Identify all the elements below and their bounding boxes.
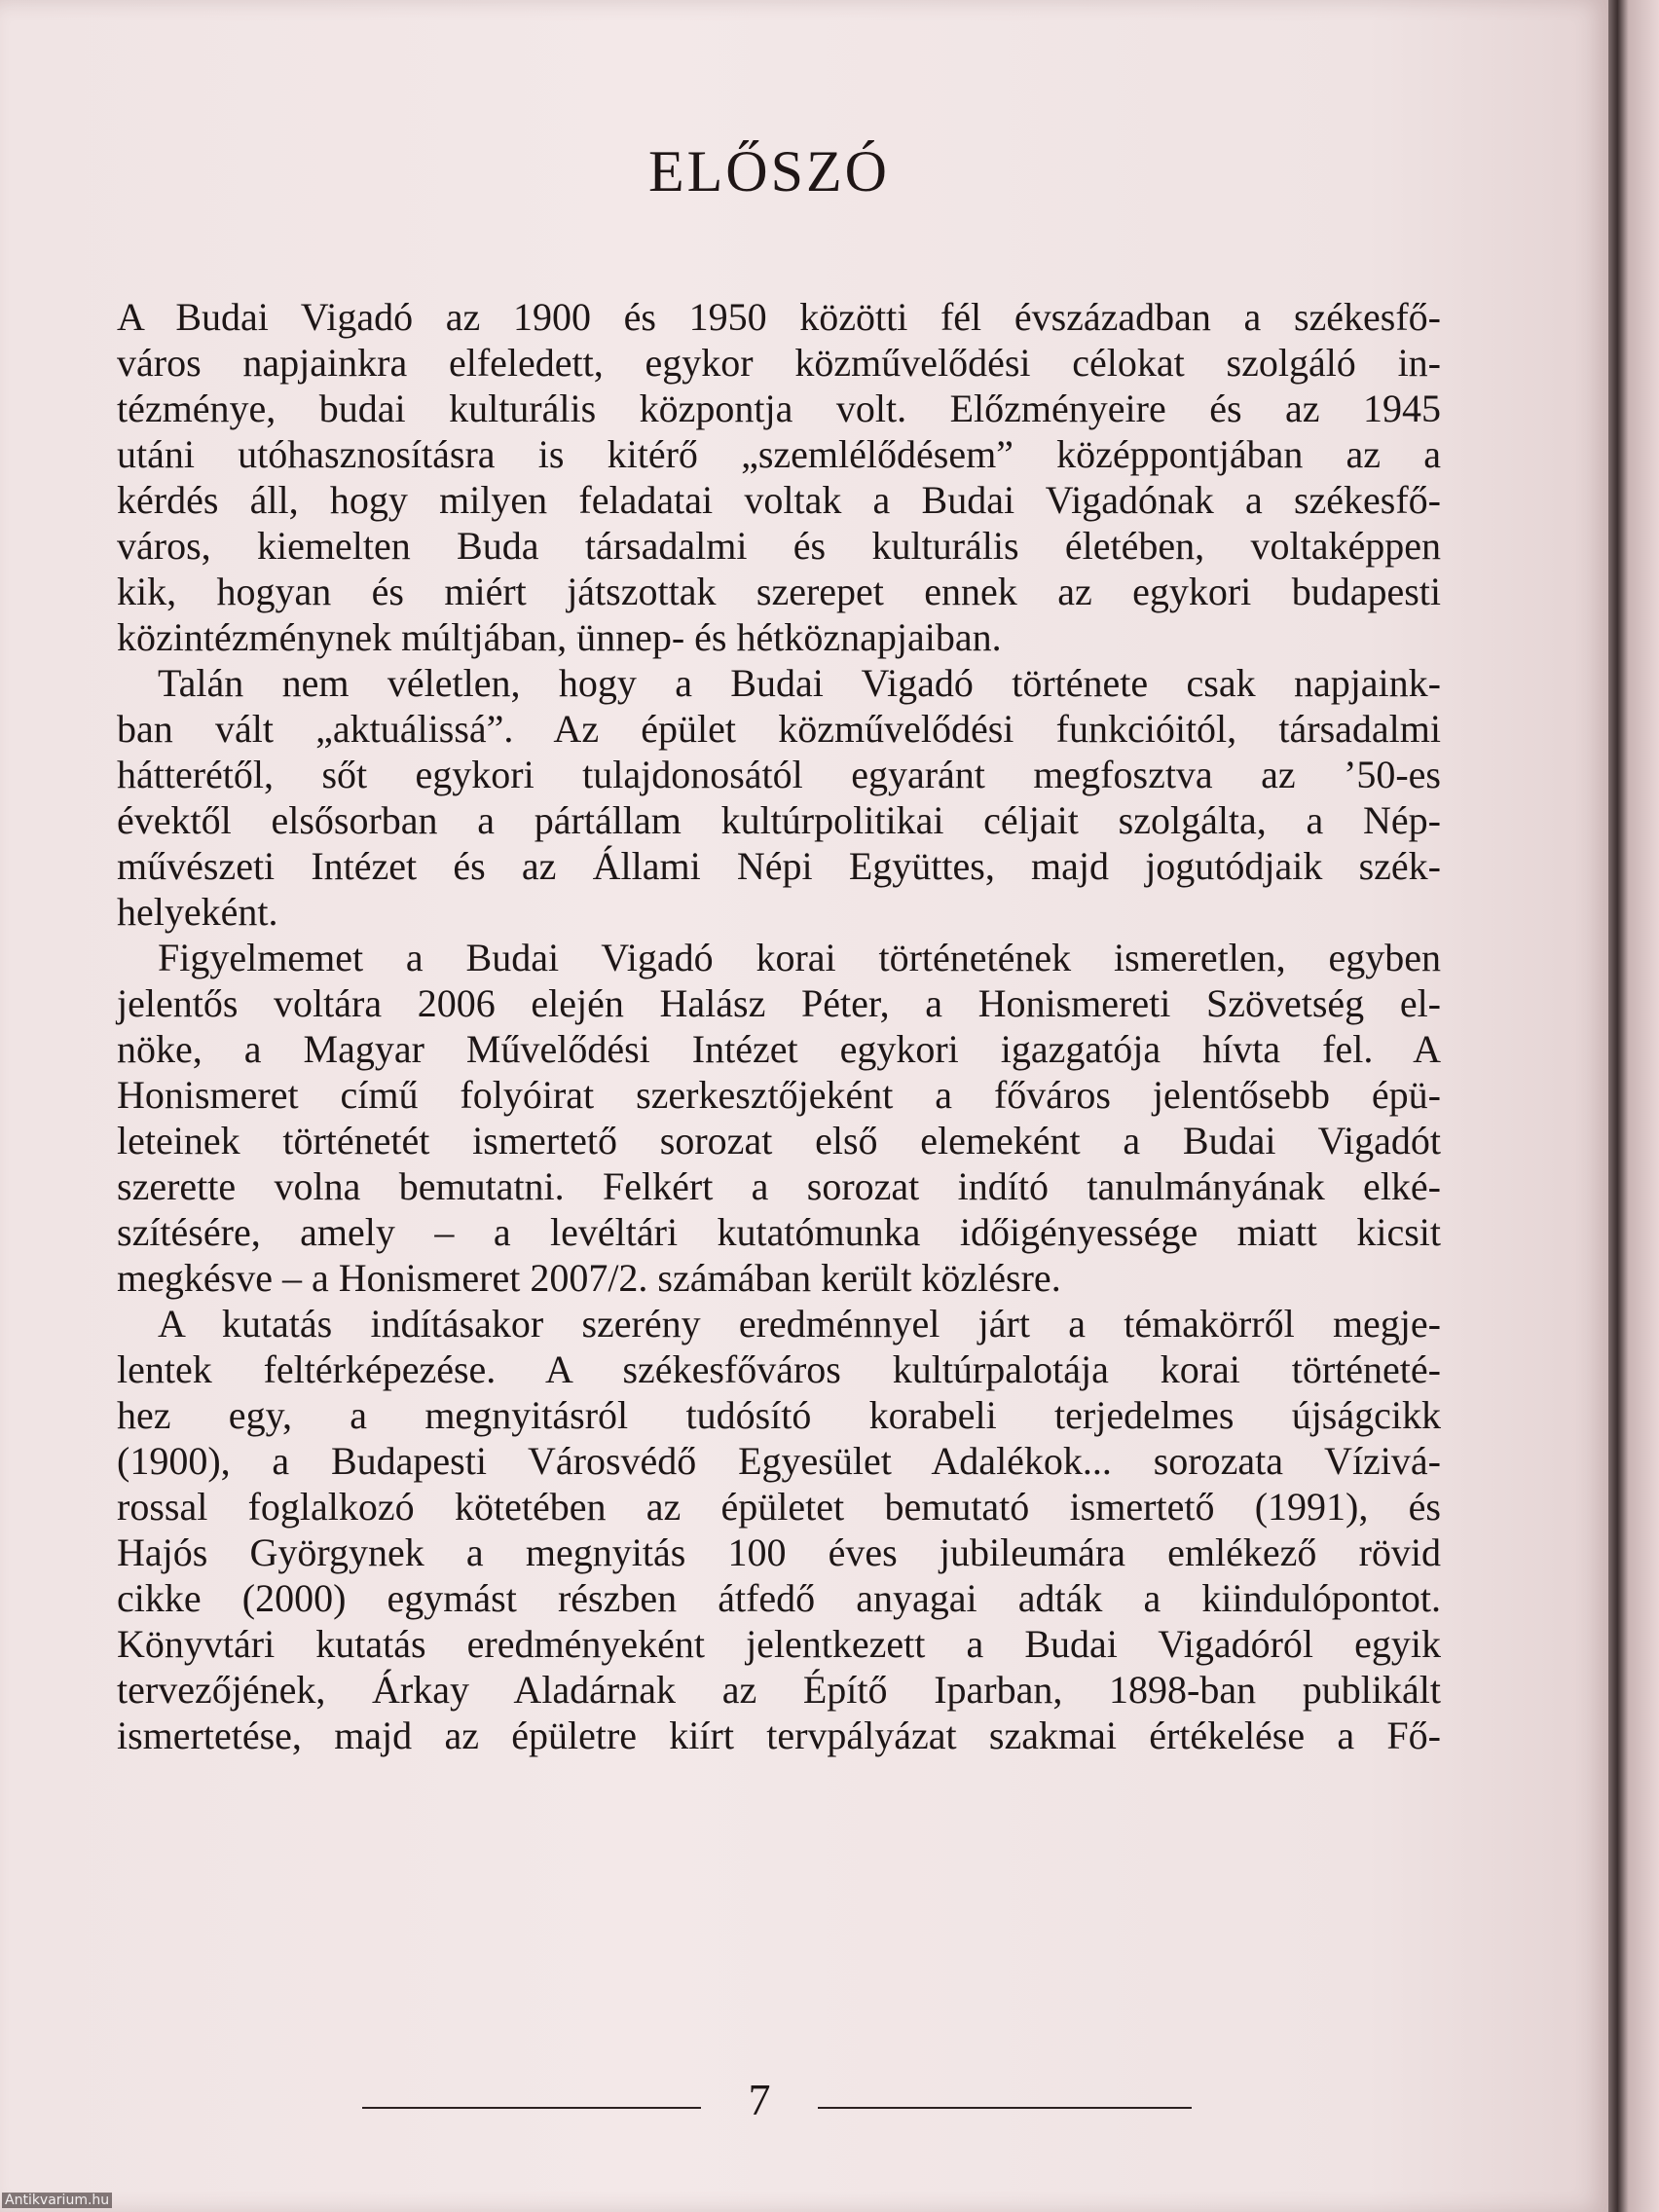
text-line: Figyelmemet a Budai Vigadó korai történetének ismeretlen, egyben	[158, 936, 1441, 979]
text-line: művészeti Intézet és az Állami Népi Együttes, majd jogutódjaik szék-	[117, 844, 1441, 888]
text-line: megkésve – a Honismeret 2007/2. számában került közlésre.	[117, 1256, 1061, 1300]
text-line: szítésére, amely – a levéltári kutatómunka időigényessége miatt kicsit	[117, 1210, 1441, 1254]
text-line: hátterétől, sőt egykori tulajdonosától egyaránt megfosztva az ’50-es	[117, 753, 1441, 796]
text-line: kérdés áll, hogy milyen feladatai voltak a Budai Vigadónak a székesfő-	[117, 478, 1441, 522]
text-line: Honismeret című folyóirat szerkesztőjeként a főváros jelentősebb épü-	[117, 1073, 1441, 1117]
text-line: kik, hogyan és miért játszottak szerepet ennek az egykori budapesti	[117, 570, 1441, 613]
text-line: ismertetése, majd az épületre kiírt tervpályázat szakmai értékelése a Fő-	[117, 1714, 1441, 1757]
text-line: Hajós Györgynek a megnyitás 100 éves jubileumára emlékező rövid	[117, 1530, 1441, 1574]
text-line: utáni utóhasznosításra is kitérő „szemlélődésem” középpontjában az a	[117, 432, 1441, 476]
text-line: város napjainkra elfeledett, egykor közművelődési célokat szolgáló in-	[117, 341, 1441, 385]
page-footer	[0, 2074, 1538, 2132]
text-line: nöke, a Magyar Művelődési Intézet egykori igazgatója hívta fel. A	[117, 1027, 1441, 1071]
text-line: A Budai Vigadó az 1900 és 1950 közötti fél évszázadban a székesfő-	[117, 295, 1441, 339]
text-line: tervezőjének, Árkay Aladárnak az Építő Iparban, 1898-ban publikált	[117, 1668, 1441, 1712]
page-edge	[1608, 0, 1659, 2212]
text-line: évektől elsősorban a pártállam kultúrpolitikai céljait szolgálta, a Nép-	[117, 798, 1441, 842]
text-line: ban vált „aktuálissá”. Az épület közművelődési funkcióitól, társadalmi	[117, 707, 1441, 751]
text-line: szerette volna bemutatni. Felkért a sorozat indító tanulmányának elké-	[117, 1164, 1441, 1208]
text-line: lentek feltérképezése. A székesfőváros kultúrpalotája korai történeté-	[117, 1347, 1441, 1391]
body-text	[117, 294, 1441, 1758]
text-line: Könyvtári kutatás eredményeként jelentkezett a Budai Vigadóról egyik	[117, 1622, 1441, 1666]
text-line: (1900), a Budapesti Városvédő Egyesület Adalékok... sorozata Vízivá-	[117, 1439, 1441, 1483]
text-line: helyeként.	[117, 890, 278, 934]
text-line: leteinek történetét ismertető sorozat első elemeként a Budai Vigadót	[117, 1119, 1441, 1162]
text-line: jelentős voltára 2006 elején Halász Péter, a Honismereti Szövetség el-	[117, 981, 1441, 1025]
text-line: cikke (2000) egymást részben átfedő anyagai adták a kiindulópontot.	[117, 1576, 1441, 1620]
text-line: hez egy, a megnyitásról tudósító korabeli terjedelmes újságcikk	[117, 1393, 1441, 1437]
text-line: város, kiemelten Buda társadalmi és kulturális életében, voltaképpen	[117, 524, 1441, 568]
page-title: ELŐSZÓ	[648, 139, 890, 203]
footer-rule-left	[362, 2107, 701, 2109]
watermark: Antikvarium.hu	[2, 2193, 112, 2208]
footer-rule-right	[818, 2107, 1192, 2109]
text-line: Talán nem véletlen, hogy a Budai Vigadó története csak napjaink-	[158, 661, 1441, 705]
text-line: tézménye, budai kulturális központja volt. Előzményeire és az 1945	[117, 387, 1441, 430]
page-number: 7	[748, 2075, 771, 2124]
text-line: rossal foglalkozó kötetében az épületet bemutató ismertető (1991), és	[117, 1485, 1441, 1529]
text-line: A kutatás indításakor szerény eredménnyel járt a témakörről megje-	[158, 1302, 1441, 1346]
text-line: közintézménynek múltjában, ünnep- és hétköznapjaiban.	[117, 615, 1002, 659]
